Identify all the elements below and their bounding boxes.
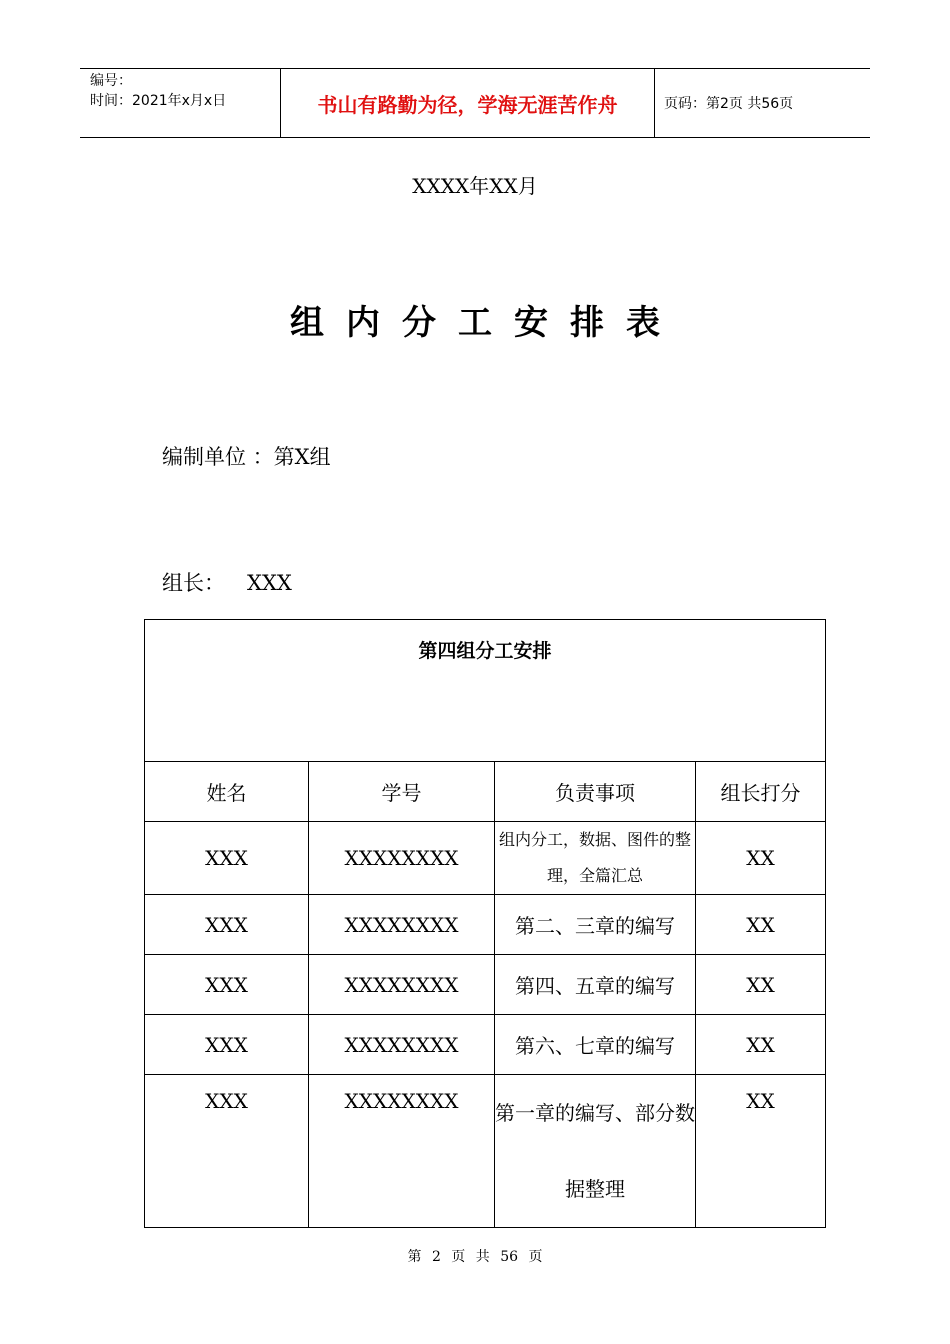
cell-name: XXX (145, 895, 309, 955)
number-label: 编号： (90, 73, 132, 89)
cell-score: XX (696, 955, 826, 1015)
column-header-id: 学号 (309, 762, 495, 822)
cell-score: XX (696, 895, 826, 955)
unit-line: 编制单位 ：第X组 (162, 445, 331, 469)
cell-name: XXX (145, 822, 309, 895)
cell-score: XX (696, 1075, 826, 1228)
document-title: 组内分工安排表 (290, 303, 682, 343)
cell-task: 第六、七章的编写 (495, 1015, 696, 1075)
cell-name: XXX (145, 955, 309, 1015)
time-label: 时间：2021年x月x日 (90, 93, 227, 109)
cell-task: 第二、三章的编写 (495, 895, 696, 955)
table-row (145, 1075, 826, 1228)
column-header-name: 姓名 (145, 762, 309, 822)
page-header (80, 68, 870, 138)
cell-id: XXXXXXXX (309, 895, 495, 955)
column-header-score: 组长打分 (696, 762, 826, 822)
leader-line (162, 567, 292, 597)
cell-id: XXXXXXXX (309, 1015, 495, 1075)
leader-value: XXX (247, 571, 292, 595)
date-line: XXXX年XX月 (412, 174, 538, 198)
cell-id: XXXXXXXX (309, 822, 495, 895)
cell-score: XX (696, 1015, 826, 1075)
table-header-row (145, 762, 826, 822)
header-motto: 书山有路勤为径，学海无涯苦作舟 (280, 69, 655, 137)
table-row (145, 1015, 826, 1075)
table-row (145, 822, 826, 895)
table-caption: 第四组分工安排 (145, 620, 826, 762)
header-page-info: 页码：第2页 共56页 (664, 96, 794, 112)
cell-task: 第四、五章的编写 (495, 955, 696, 1015)
leader-label: 组长： (162, 571, 225, 595)
cell-score: XX (696, 822, 826, 895)
cell-name: XXX (145, 1075, 309, 1228)
cell-name: XXX (145, 1015, 309, 1075)
cell-id: XXXXXXXX (309, 1075, 495, 1228)
cell-task: 组内分工，数据、图件的整理，全篇汇总 (495, 822, 696, 895)
table-row (145, 895, 826, 955)
assignment-table (144, 619, 826, 1228)
cell-task: 第一章的编写、部分数据整理 (495, 1075, 696, 1228)
cell-id: XXXXXXXX (309, 955, 495, 1015)
page-footer: 第 2 页 共 56 页 (407, 1249, 543, 1265)
table-row (145, 955, 826, 1015)
column-header-task: 负责事项 (495, 762, 696, 822)
header-meta (80, 69, 280, 137)
